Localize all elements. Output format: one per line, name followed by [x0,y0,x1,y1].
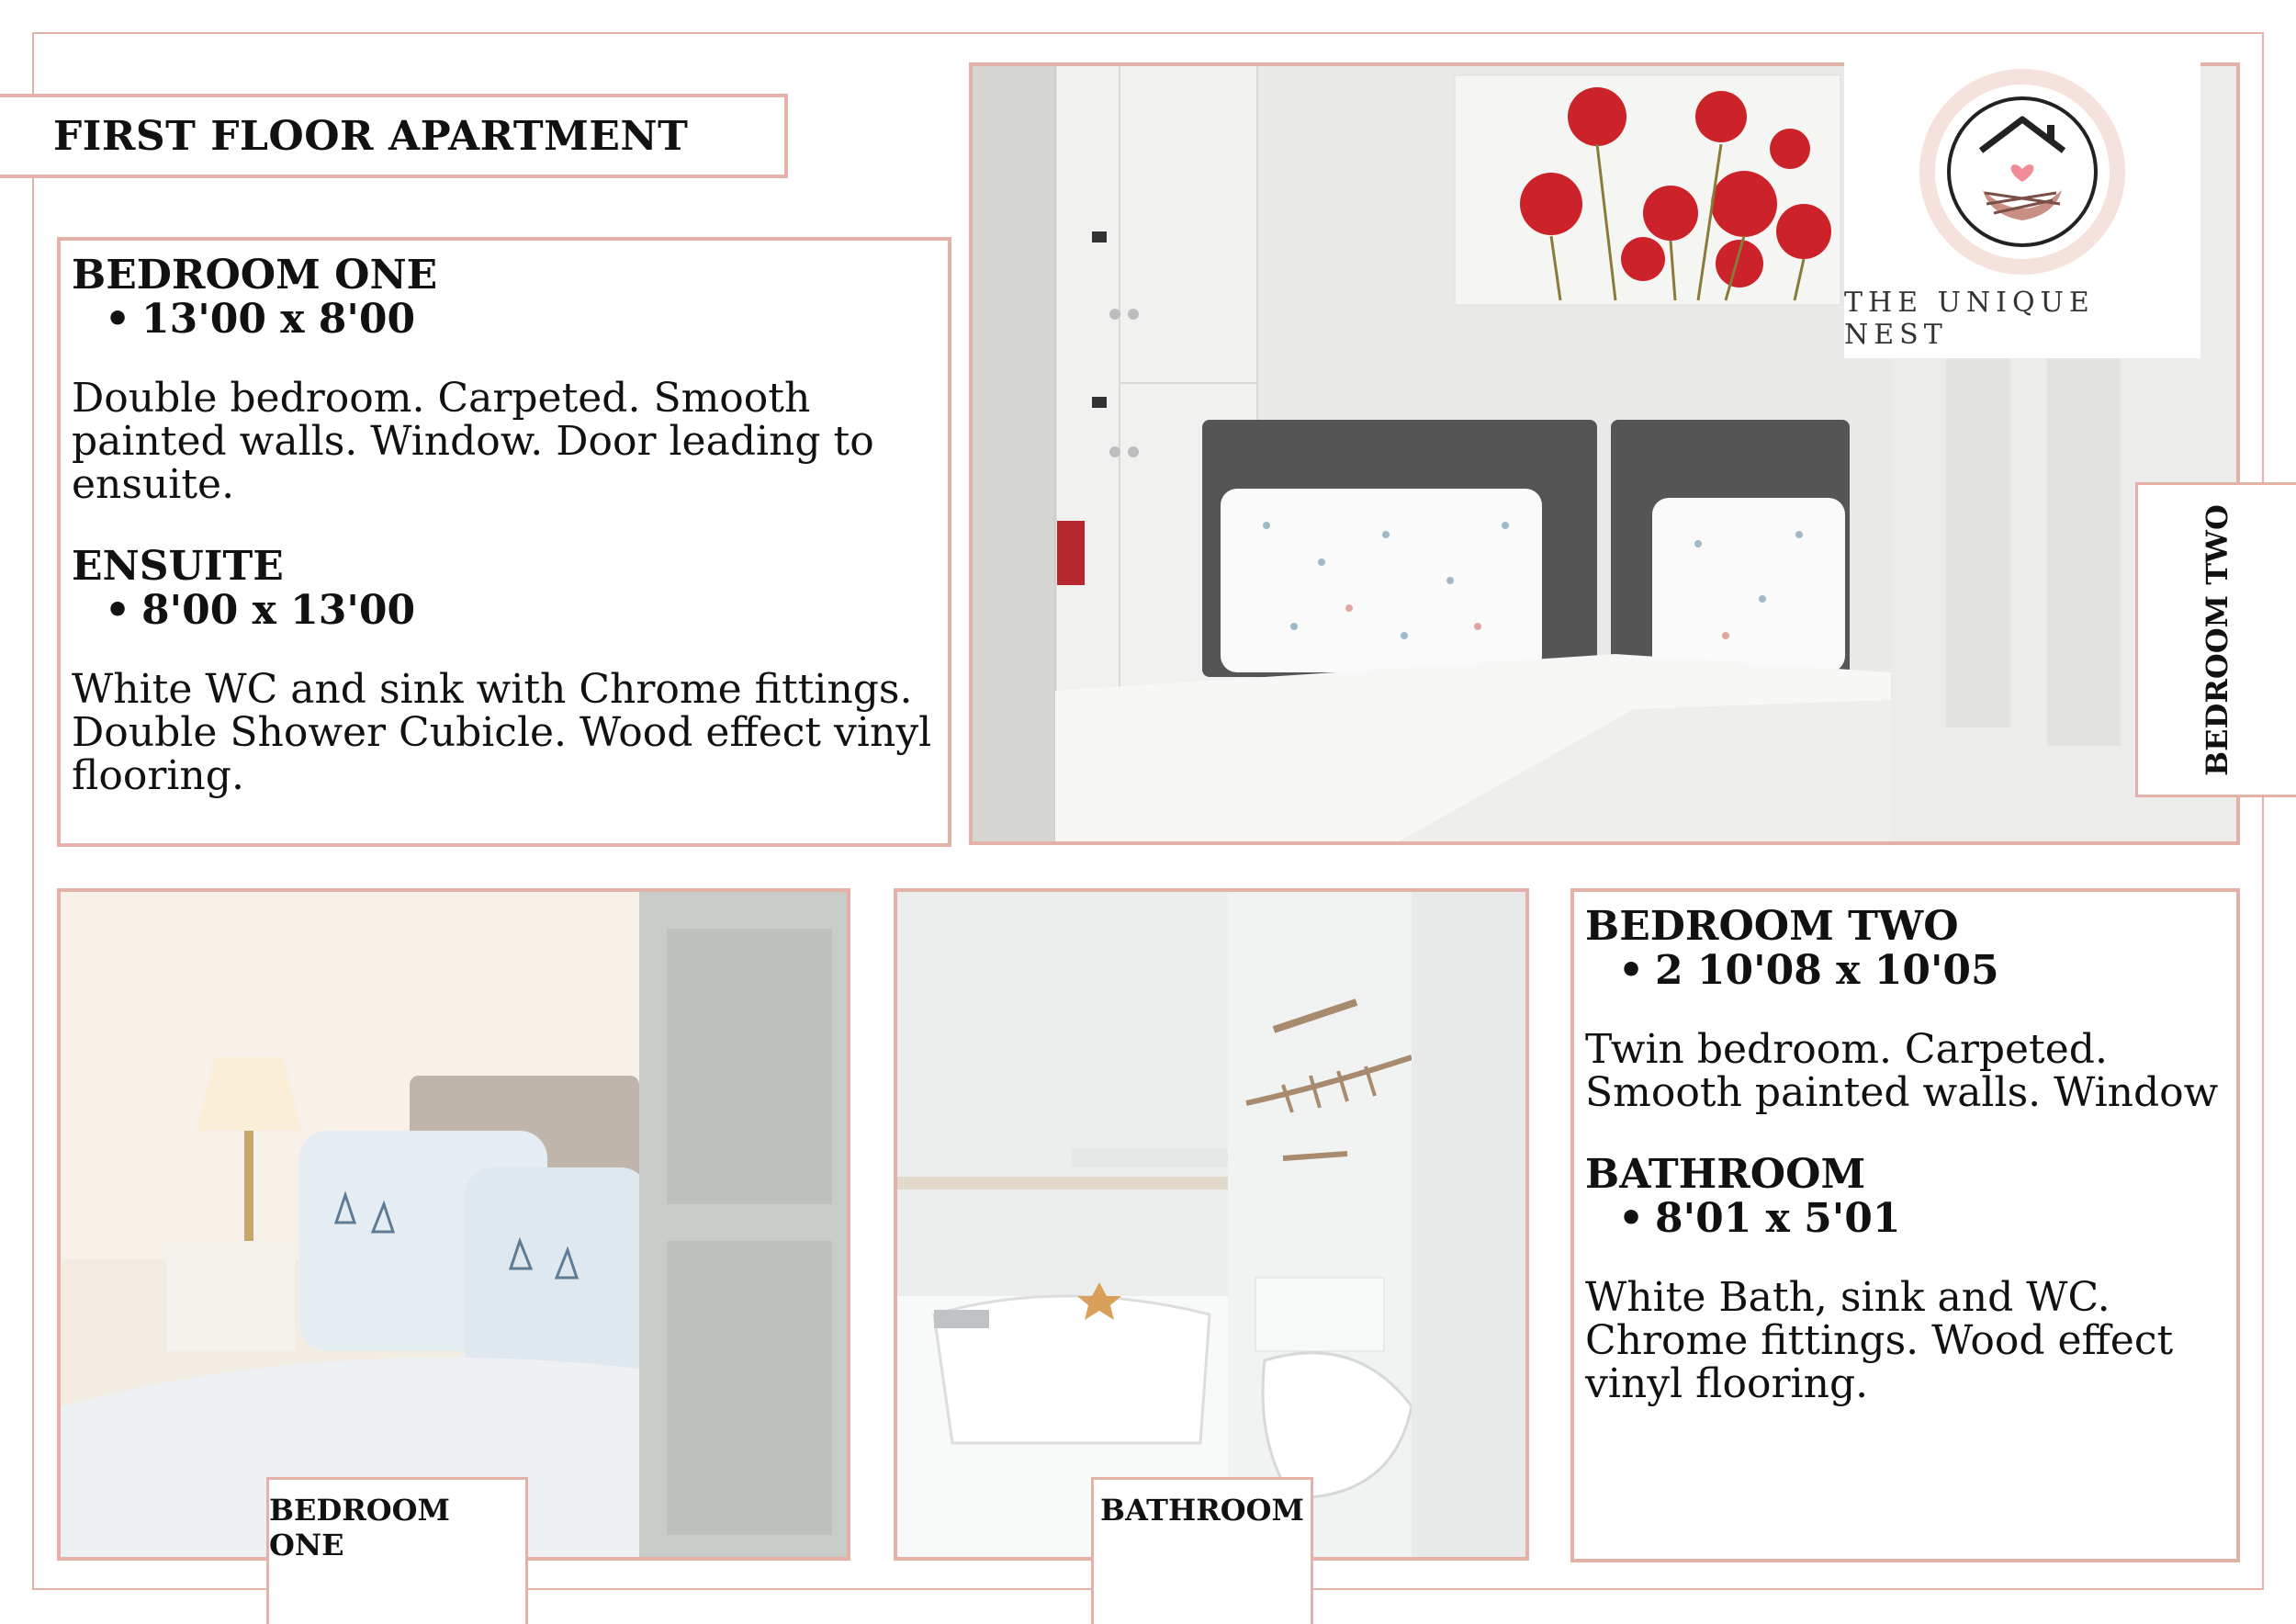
logo-card [1844,62,2200,358]
bedroom-two-description: Twin bedroom. Carpeted. Smooth painted walls. Window [1585,1026,2219,1116]
bathroom-image [897,892,1529,1561]
bathroom-description: White Bath, sink and WC. Chrome fittings. Wood effect vinyl flooring. [1585,1274,2174,1407]
bathroom-photo-label: BATHROOM [1091,1477,1313,1624]
nest-logo-icon [1917,66,2128,277]
ensuite-description: White WC and sink with Chrome fittings. Double Shower Cubicle. Wood effect vinyl flooring. [72,666,932,799]
bedroom-two-size: • 2 10'08 x 10'05 [1618,949,2225,993]
page-title: FIRST FLOOR APARTMENT [53,112,689,160]
logo-name: THE UNIQUE NEST [1844,287,2095,351]
bathroom-heading: BATHROOM [1585,1151,1866,1198]
bedroom-two-heading: BEDROOM TWO [1585,903,1959,950]
bedroom-two-details-panel [1570,888,2240,1562]
bedroom-one-photo-label: BEDROOM ONE [266,1477,528,1624]
bedroom-one-description: Double bedroom. Carpeted. Smooth painted walls. Window. Door leading to ensuite. [72,375,874,508]
bedroom-one-photo [57,888,850,1561]
bathroom-photo [894,888,1529,1561]
bathroom-size: • 8'01 x 5'01 [1618,1197,2225,1241]
bedroom-one-size: • 13'00 x 8'00 [105,298,937,342]
bedroom-one-details-panel [57,237,951,847]
ensuite-heading: ENSUITE [72,543,284,590]
ensuite-size: • 8'00 x 13'00 [105,589,937,633]
bedroom-two-photo-label: BEDROOM TWO [2135,482,2296,797]
bedroom-one-image [61,892,850,1561]
page-title-box [0,94,788,178]
bedroom-one-heading: BEDROOM ONE [72,252,438,299]
